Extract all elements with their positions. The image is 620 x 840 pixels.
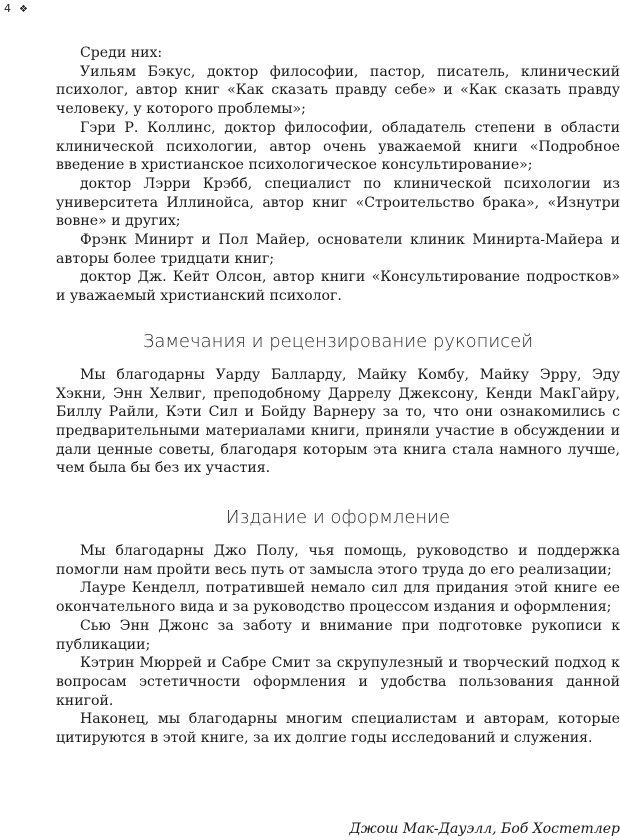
- publishing-section: [56, 542, 620, 748]
- publishing-paragraph: Мы благодарны Джо Полу, чья помощь, руководство и поддержка помогли нам пройти весь путь от замысла этого труда до его реализации;: [56, 543, 620, 578]
- intro-paragraph: доктор Лэрри Крэбб, специалист по клинической психологии из университета Иллинойса, автор книг «Строительство брака», «Изнутри вовне» и других;: [56, 175, 620, 230]
- intro-paragraph: Гэри Р. Коллинс, доктор философии, обладатель степени в области клинической психологии, автор очень уважаемой книги «Подробное введение в христианское психологическое консультирование»;: [56, 119, 620, 174]
- review-section: [56, 366, 620, 478]
- page-body: [56, 44, 620, 748]
- page-header: [4, 2, 28, 17]
- intro-list: [56, 44, 620, 306]
- authors-signature: Джош Мак-Дауэлл, Боб Хостетлер: [349, 821, 620, 837]
- intro-paragraph: Фрэнк Минирт и Пол Майер, основатели клиник Минирта-Майера и авторы более тридцати книг;: [56, 232, 620, 267]
- page-number: 4: [4, 2, 11, 15]
- publishing-paragraph: Лауре Кенделл, потратившей немало сил для придания этой книге ее окончательного вида и за руководство процессом издания и оформления;: [56, 580, 620, 616]
- publishing-paragraph: Кэтрин Мюррей и Сабре Смит за скрупулезный и творческий подход к вопросам эстетичности оформления и удобства пользования данной книгой.: [56, 655, 620, 709]
- intro-paragraph: Среди них:: [80, 45, 163, 61]
- publishing-paragraph: Сью Энн Джонс за заботу и внимание при подготовке рукописи к публикации;: [56, 617, 620, 653]
- section-heading-review: Замечания и рецензирование рукописей: [142, 330, 534, 352]
- review-paragraph: Мы благодарны Уарду Балларду, Майку Комбу, Майку Эрру, Эду Хэкни, Энн Хелвиг, преподобному Даррелу Джексону, Кенди МакГайру, Биллу Райли, Кэти Сил и Бойду Варнеру за то, что они ознакомились с предварительными материалами книги, приняли участие в обсуждении и дали ценные советы, благодаря которым эта книга стала намного лучше, чем была бы без их участия.: [56, 366, 620, 477]
- section-heading-publishing: Издание и оформление: [225, 507, 451, 529]
- ornament-icon: ❖: [19, 4, 28, 15]
- intro-paragraph: доктор Дж. Кейт Олсон, автор книги «Консультирование подростков» и уважаемый христианский психолог.: [56, 269, 620, 305]
- intro-paragraph: Уильям Бэкус, доктор философии, пастор, писатель, клинический психолог, автор книг «Как сказать правду себе» и «Как сказать правду человеку, у которого проблемы»;: [56, 63, 620, 118]
- publishing-paragraph: Наконец, мы благодарны многим специалистам и авторам, которые цитируются в этой книге, за их долгие годы исследований и служения.: [56, 711, 620, 747]
